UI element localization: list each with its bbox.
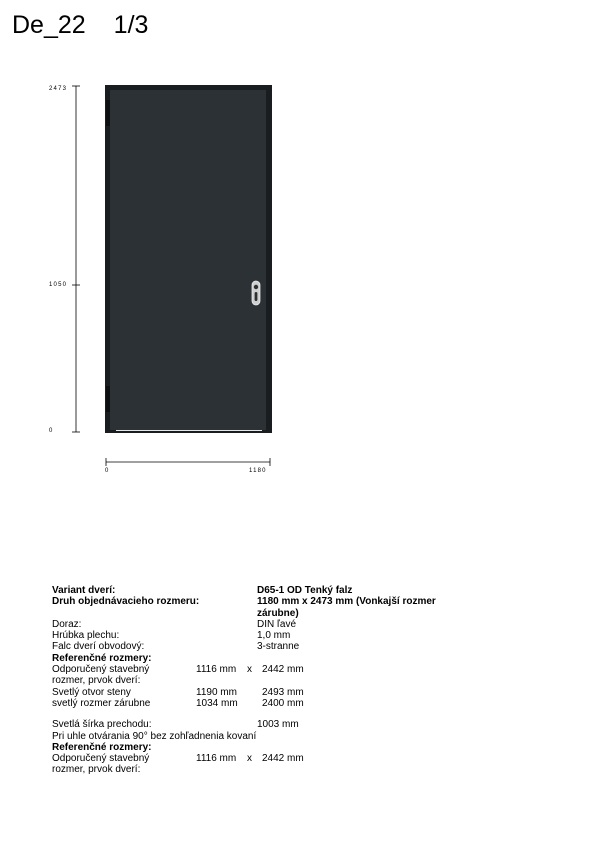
spec-row-angle-note [52,731,472,742]
door-code: De_22 [12,11,86,39]
hinge-top [106,100,110,126]
order-size-label: Druh objednávacieho rozmeru: [52,596,200,608]
ref2-heading: Referenčné rozmery: [52,741,152,753]
height-label-top: 2473 [49,86,68,92]
spec-row-ref1-a [52,664,472,675]
frame-height: 2400 mm [262,697,304,709]
height-dimension-line [72,86,80,432]
ref1-heading: Referenčné rozmery: [52,652,152,664]
spec-row-stop [52,619,472,630]
width-dimension-line [106,458,270,466]
wall-height: 2493 mm [262,686,304,698]
stop-label: Doraz: [52,618,82,630]
wall-label: Svetlý otvor steny [52,686,131,698]
ref1-line1: Odporučený stavebný [52,664,150,676]
ref1-times: x [247,664,252,676]
door-leaf [110,90,266,430]
rebate-label: Falc dverí obvodový: [52,641,145,653]
specification-table [52,585,472,776]
width-label-zero: 0 [105,468,110,474]
spec-row-variant [52,585,472,596]
door-handle-icon [252,281,260,305]
frame-label: svetlý rozmer zárubne [52,697,151,709]
order-size-value: 1180 mm x 2473 mm (Vonkajší rozmer zárubne) [257,596,436,619]
spec-row-ref2-heading [52,742,472,753]
hinge-bottom [106,386,110,412]
ref1-line2: rozmer, prvok dverí: [52,675,141,687]
sheet-value: 1,0 mm [257,630,291,642]
passage-label: Svetlá šírka prechodu: [52,719,152,731]
spec-row-passage [52,719,472,730]
page-number: 1/3 [113,11,149,39]
rebate-value: 3-stranne [257,641,300,653]
height-label-mid: 1050 [49,282,68,288]
frame-width: 1034 mm [196,697,238,709]
spec-row-frame [52,698,472,709]
variant-value: D65-1 OD Tenký falz [257,585,353,596]
spec-row-order-size [52,596,472,619]
angle-note: Pri uhle otvárania 90° bez zohľadnenia kovaní [52,730,257,742]
sheet-label: Hrúbka plechu: [52,630,120,642]
height-label-zero: 0 [49,428,54,434]
spec-row-rebate [52,641,472,652]
spec-row-wall [52,687,472,698]
ref2-height: 2442 mm [262,753,304,765]
spec-row-sheet [52,630,472,641]
spec-row-ref1-heading [52,653,472,664]
ref1-width: 1116 mm [196,664,237,676]
wall-width: 1190 mm [196,686,237,698]
ref2-width: 1116 mm [196,753,237,765]
variant-label: Variant dverí: [52,585,116,596]
spec-row-ref2-a [52,753,472,764]
width-label-total: 1180 [249,468,267,474]
ref2-line1: Odporučený stavebný [52,753,150,765]
stop-value: DIN ľavé [257,618,297,630]
ref2-line2: rozmer, prvok dverí: [52,764,141,776]
ref1-height: 2442 mm [262,664,304,676]
passage-value: 1003 mm [257,719,299,731]
ref2-times: x [247,753,252,765]
spec-row-ref1-b [52,675,472,686]
spec-row-ref2-b [52,764,472,775]
